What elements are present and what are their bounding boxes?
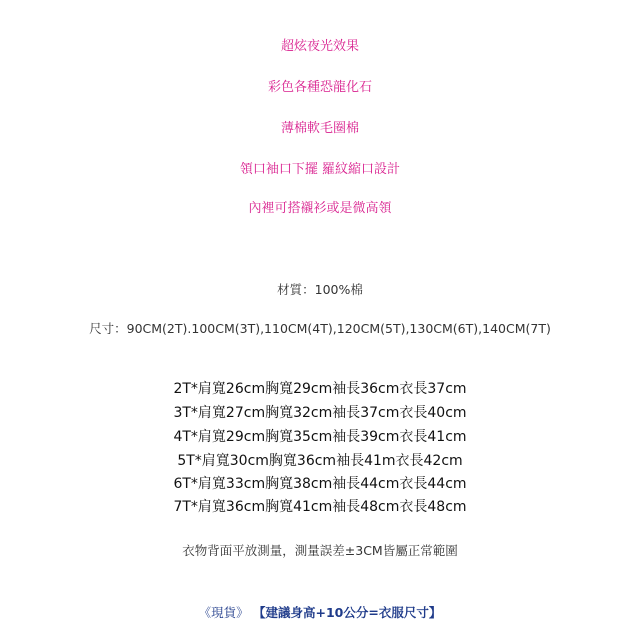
size-row-2t: 2T*肩寬26cm胸寬29cm袖長36cm衣長37cm — [173, 381, 467, 397]
footer-note — [0, 607, 640, 620]
size-row-6t: 6T*肩寬33cm胸寬38cm袖長44cm衣長44cm — [173, 476, 467, 492]
feature-line-fossils: 彩色各種恐龍化石 — [267, 80, 372, 95]
size-row-4t: 4T*肩寬29cm胸寬35cm袖長39cm衣長41cm — [173, 429, 467, 445]
material-text: 材質：100%棉 — [277, 282, 363, 297]
size-advice: 【建議身高+10公分=衣服尺寸】 — [253, 605, 442, 620]
feature-line-fabric: 薄棉軟毛圈棉 — [280, 121, 359, 136]
size-row-5t: 5T*肩寬30cm胸寬36cm袖長41m衣長42cm — [177, 453, 463, 469]
feature-line-glow: 超炫夜光效果 — [280, 39, 359, 54]
stock-label: 《現貨》 — [198, 605, 249, 620]
feature-line-rib-design: 領口袖口下擺 羅紋縮口設計 — [239, 162, 401, 177]
feature-line-layering: 內裡可搭襯衫或是微高領 — [248, 201, 392, 216]
size-row-7t: 7T*肩寬36cm胸寬41cm袖長48cm衣長48cm — [173, 499, 467, 515]
measurement-note: 衣物背面平放測量，測量誤差±3CM皆屬正常範圍 — [182, 543, 458, 558]
size-row-3t: 3T*肩寬27cm胸寬32cm袖長37cm衣長40cm — [173, 405, 467, 421]
size-list-text: 尺寸：90CM(2T).100CM(3T),110CM(4T),120CM(5T),130CM(6T),140CM(7T) — [89, 321, 551, 336]
